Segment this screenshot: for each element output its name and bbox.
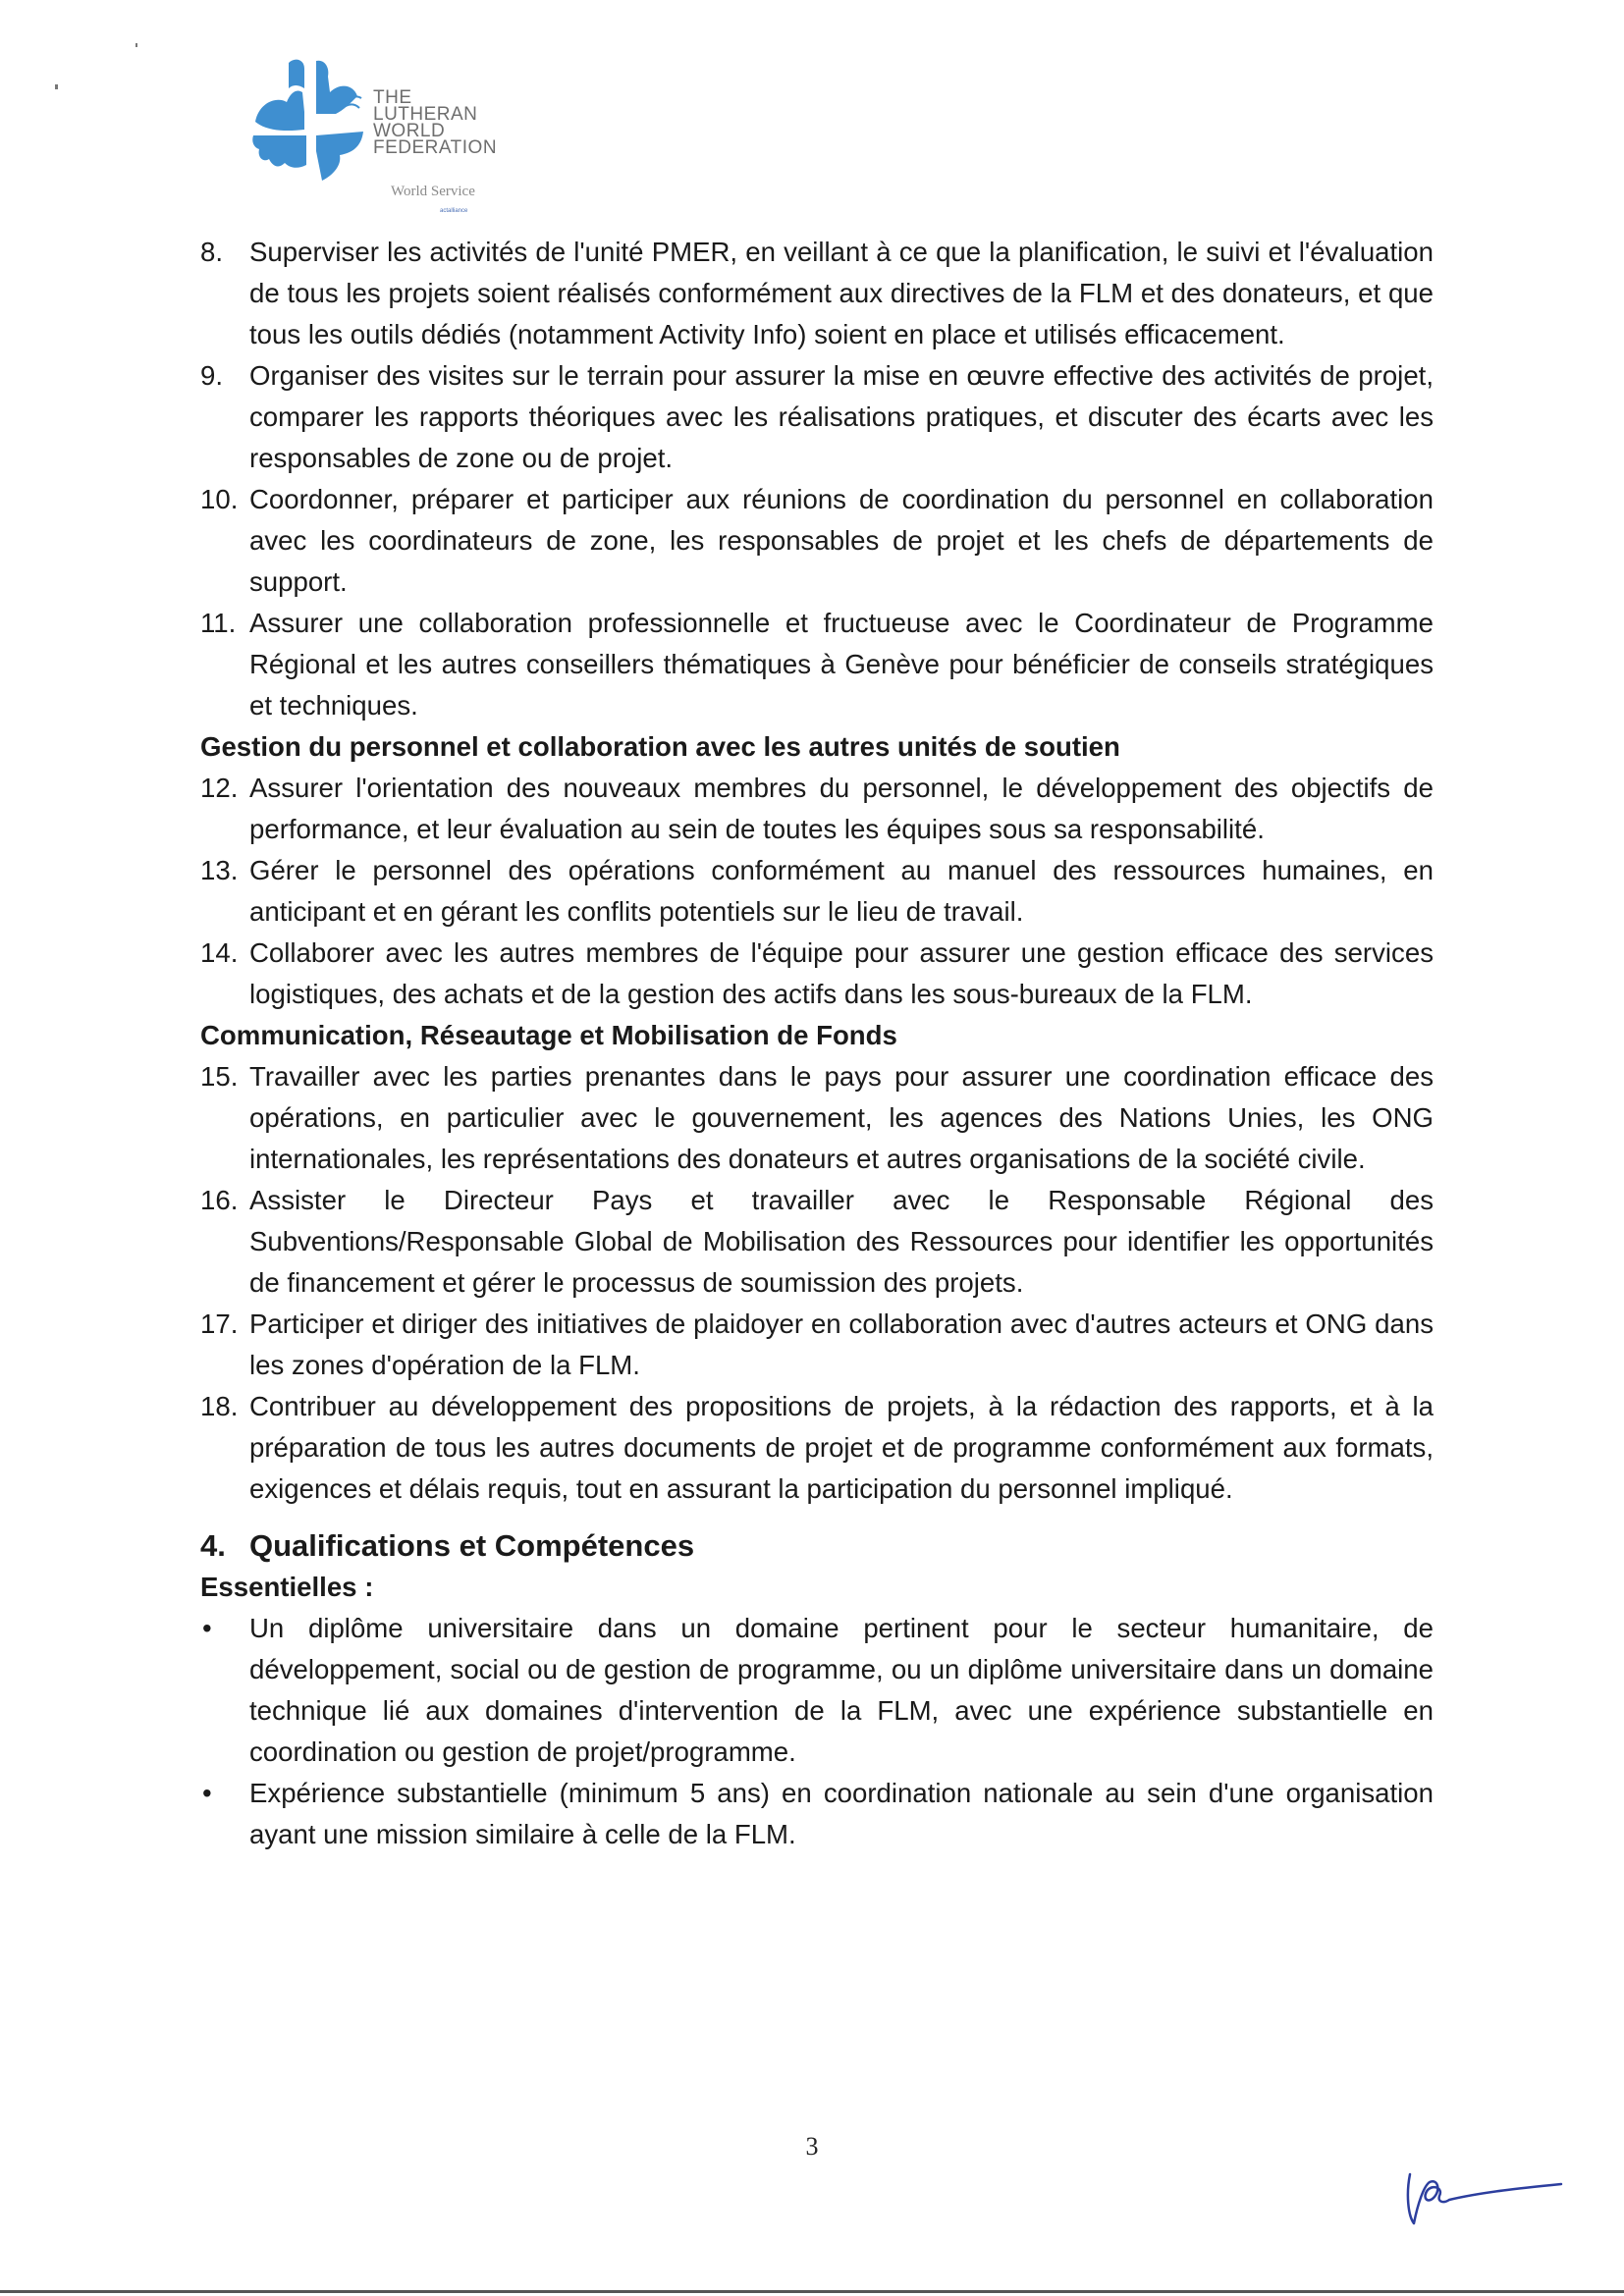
list-item: [200, 355, 1434, 479]
section-number: 4.: [200, 1528, 226, 1563]
bullet-item: [200, 1773, 1434, 1855]
list-item: [200, 850, 1434, 933]
list-item: [200, 1056, 1434, 1180]
subheading-essential: Essentielles :: [200, 1572, 374, 1602]
list-item: [200, 232, 1434, 355]
document-body: [200, 232, 1434, 1855]
logo-line: FEDERATION: [373, 137, 498, 158]
item-number: 12.: [200, 773, 239, 803]
item-text: Collaborer avec les autres membres de l'équipe pour assurer une gestion efficace des services logistiques, des achats et de la gestion des actifs dans les sous-bureaux de la FLM.: [249, 937, 1434, 1009]
responsibilities-list-b: [200, 768, 1434, 1015]
logo-subtitle: World Service: [391, 184, 475, 199]
scan-speck: [55, 84, 58, 89]
logo-line: LUTHERAN: [373, 104, 478, 125]
item-number: 11.: [200, 608, 237, 638]
item-number: 15.: [200, 1061, 239, 1092]
item-number: 18.: [200, 1391, 239, 1421]
item-text: Assurer l'orientation des nouveaux membres du personnel, le développement des objectifs de performance, et leur évaluation au sein de toutes les équipes sous sa responsabilité.: [249, 773, 1434, 844]
item-text: Coordonner, préparer et participer aux réunions de coordination du personnel en collaboration avec les coordinateurs de zone, les responsables de projet et les chefs de départements de support.: [249, 484, 1434, 597]
section-heading-staff: Gestion du personnel et collaboration avec les autres unités de soutien: [200, 731, 1120, 762]
item-text: Organiser des visites sur le terrain pour assurer la mise en œuvre effective des activités de projet, comparer les rapports théoriques avec les réalisations pratiques, et discuter des écarts avec les responsables de zone ou de projet.: [249, 360, 1434, 473]
responsibilities-list-c: [200, 1056, 1434, 1510]
signature-icon: [1404, 2164, 1571, 2233]
item-text: Contribuer au développement des propositions de projets, à la rédaction des rapports, et à la préparation de tous les autres documents de projet et de programme conformément aux formats, exigences et délais requis, tout en assurant la participation du personnel impliqué.: [249, 1391, 1434, 1504]
logo-line: WORLD: [373, 121, 446, 141]
item-number: 17.: [200, 1308, 239, 1339]
item-number: 14.: [200, 937, 239, 968]
section-heading-communication: Communication, Réseautage et Mobilisation de Fonds: [200, 1020, 897, 1050]
item-number: 9.: [200, 360, 224, 391]
list-item: [200, 479, 1434, 603]
item-text: Participer et diriger des initiatives de plaidoyer en collaboration avec d'autres acteurs et ONG dans les zones d'opération de la FLM.: [249, 1308, 1434, 1380]
responsibilities-list-a: [200, 232, 1434, 726]
logo-tagline: actalliance: [440, 208, 468, 214]
item-text: Assister le Directeur Pays et travailler avec le Responsable Régional des Subventions/Responsable Global de Mobilisation des Ressources pour identifier les opportunités de financement et gérer le processus de soumission des projets.: [249, 1185, 1434, 1298]
item-number: 13.: [200, 855, 239, 885]
qualifications-list: [200, 1608, 1434, 1855]
section-title-text: Qualifications et Compétences: [249, 1528, 695, 1563]
list-item: [200, 1180, 1434, 1304]
list-item: [200, 768, 1434, 850]
list-item: [200, 603, 1434, 726]
item-text: Gérer le personnel des opérations conformément au manuel des ressources humaines, en anticipant et en gérant les conflits potentiels sur le lieu de travail.: [249, 855, 1434, 927]
scan-speck: [135, 43, 137, 47]
item-number: 8.: [200, 237, 224, 267]
bullet-icon: •: [202, 1778, 212, 1808]
item-number: 16.: [200, 1185, 239, 1215]
item-number: 10.: [200, 484, 239, 514]
page-bottom-edge: [0, 2290, 1624, 2293]
logo-wordmark: [373, 89, 497, 156]
section-title-qualifications: [200, 1525, 1434, 1567]
list-item: [200, 933, 1434, 1015]
list-item: [200, 1386, 1434, 1510]
bullet-text: Un diplôme universitaire dans un domaine pertinent pour le secteur humanitaire, de développement, social ou de gestion de programme, ou un diplôme universitaire dans un domaine technique lié aux domaines d'intervention de la FLM, avec une expérience substantielle en coordination ou gestion de projet/programme.: [249, 1613, 1434, 1767]
item-text: Superviser les activités de l'unité PMER, en veillant à ce que la planification, le suivi et l'évaluation de tous les projets soient réalisés conformément aux directives de la FLM et des donateurs, et que tous les outils dédiés (notamment Activity Info) soient en place et utilisés efficacement.: [249, 237, 1434, 349]
item-text: Travailler avec les parties prenantes dans le pays pour assurer une coordination efficace des opérations, en particulier avec le gouvernement, les agences des Nations Unies, les ONG internationales, les représentations des donateurs et autres organisations de la société civile.: [249, 1061, 1434, 1174]
item-text: Assurer une collaboration professionnelle et fructueuse avec le Coordinateur de Programme Régional et les autres conseillers thématiques à Genève pour bénéficier de conseils stratégiques et techniques.: [249, 608, 1434, 721]
list-item: [200, 1304, 1434, 1386]
bullet-item: [200, 1608, 1434, 1773]
logo-line: THE: [373, 87, 412, 108]
bullet-icon: •: [202, 1613, 212, 1643]
page-number: 3: [805, 2132, 819, 2161]
bullet-text: Expérience substantielle (minimum 5 ans) en coordination nationale au sein d'une organisation ayant une mission similaire à celle de la FLM.: [249, 1778, 1434, 1849]
